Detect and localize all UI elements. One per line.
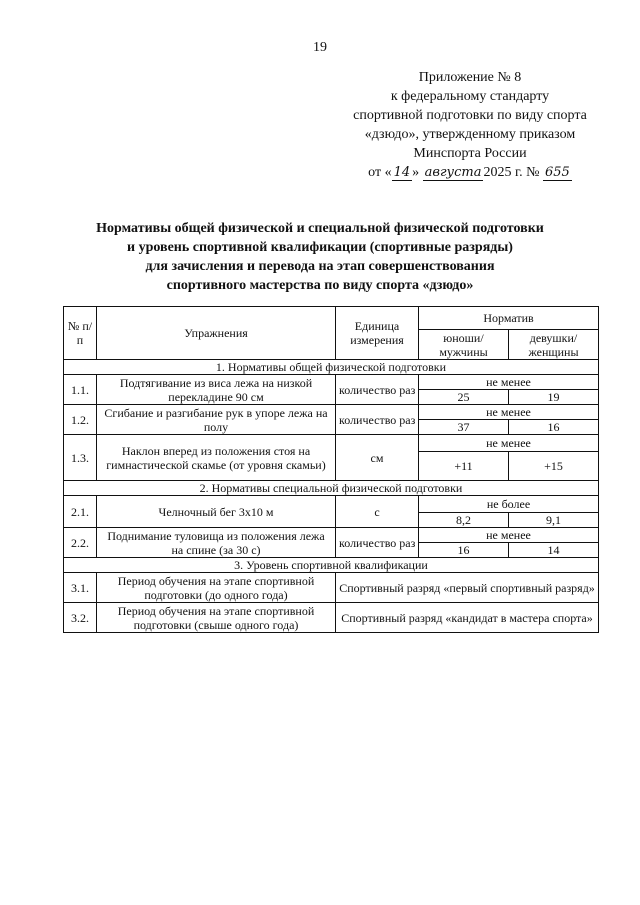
title-line: для зачисления и перевода на этап совершенствования	[145, 259, 495, 274]
header-girls: девушки/ женщины	[509, 330, 599, 360]
norms-table	[63, 306, 599, 633]
row-exercise: Период обучения на этапе спортивной подготовки (свыше одного года)	[97, 603, 336, 633]
value-girls: 16	[509, 420, 599, 435]
row-unit: количество раз	[336, 528, 419, 558]
value-boys: 37	[419, 420, 509, 435]
header-boys: юноши/ мужчины	[419, 330, 509, 360]
row-unit: количество раз	[336, 375, 419, 405]
value-girls: 19	[509, 390, 599, 405]
order-date-line	[330, 163, 610, 182]
appendix-header	[330, 68, 610, 182]
handwritten-month: августа	[424, 165, 482, 180]
appendix-line: Приложение № 8	[418, 70, 522, 85]
row-unit: с	[336, 496, 419, 528]
row-unit: см	[336, 435, 419, 481]
row-exercise: Челночный бег 3х10 м	[97, 496, 336, 528]
row-exercise: Подтягивание из виса лежа на низкой перекладине 90 см	[97, 375, 336, 405]
title-line: и уровень спортивной квалификации (спортивные разряды)	[127, 240, 513, 255]
value-girls: 14	[509, 543, 599, 558]
year-text: 2025 г. №	[483, 165, 540, 180]
row-num: 2.2.	[64, 528, 97, 558]
appendix-line: «дзюдо», утвержденному приказом	[364, 127, 576, 142]
header-norm: Норматив	[419, 307, 599, 330]
section-title: 3. Уровень спортивной квалификации	[64, 558, 599, 573]
row-requirement: Спортивный разряд «первый спортивный разряд»	[336, 573, 599, 603]
row-qualifier: не менее	[419, 435, 599, 452]
value-boys: 8,2	[419, 513, 509, 528]
row-num: 3.2.	[64, 603, 97, 633]
row-qualifier: не менее	[419, 528, 599, 543]
document-title	[0, 219, 640, 295]
handwritten-order-number: 655	[544, 165, 570, 180]
row-exercise: Поднимание туловища из положения лежа на спине (за 30 с)	[97, 528, 336, 558]
handwritten-day: 14	[393, 165, 411, 180]
header-num: № п/п	[64, 307, 97, 360]
value-girls: +15	[509, 452, 599, 481]
header-unit: Единица измерения	[336, 307, 419, 360]
row-exercise: Наклон вперед из положения стоя на гимнастической скамье (от уровня скамьи)	[97, 435, 336, 481]
row-qualifier: не менее	[419, 405, 599, 420]
date-prefix: от «	[368, 165, 392, 180]
row-exercise: Период обучения на этапе спортивной подготовки (до одного года)	[97, 573, 336, 603]
row-unit: количество раз	[336, 405, 419, 435]
row-num: 1.3.	[64, 435, 97, 481]
section-title: 1. Нормативы общей физической подготовки	[64, 360, 599, 375]
page-number: 19	[313, 40, 327, 55]
row-num: 1.1.	[64, 375, 97, 405]
header-exercise: Упражнения	[97, 307, 336, 360]
value-boys: 16	[419, 543, 509, 558]
value-boys: 25	[419, 390, 509, 405]
appendix-line: Минспорта России	[413, 146, 527, 161]
row-exercise: Сгибание и разгибание рук в упоре лежа на полу	[97, 405, 336, 435]
row-qualifier: не более	[419, 496, 599, 513]
value-girls: 9,1	[509, 513, 599, 528]
appendix-line: к федеральному стандарту	[390, 89, 550, 104]
row-num: 2.1.	[64, 496, 97, 528]
row-requirement: Спортивный разряд «кандидат в мастера спорта»	[336, 603, 599, 633]
row-num: 3.1.	[64, 573, 97, 603]
row-num: 1.2.	[64, 405, 97, 435]
section-title: 2. Нормативы специальной физической подготовки	[64, 481, 599, 496]
value-boys: +11	[419, 452, 509, 481]
date-mid: »	[412, 165, 420, 180]
title-line: спортивного мастерства по виду спорта «дзюдо»	[166, 278, 474, 293]
row-qualifier: не менее	[419, 375, 599, 390]
title-line: Нормативы общей физической и специальной физической подготовки	[96, 221, 544, 236]
appendix-line: спортивной подготовки по виду спорта	[353, 108, 587, 123]
